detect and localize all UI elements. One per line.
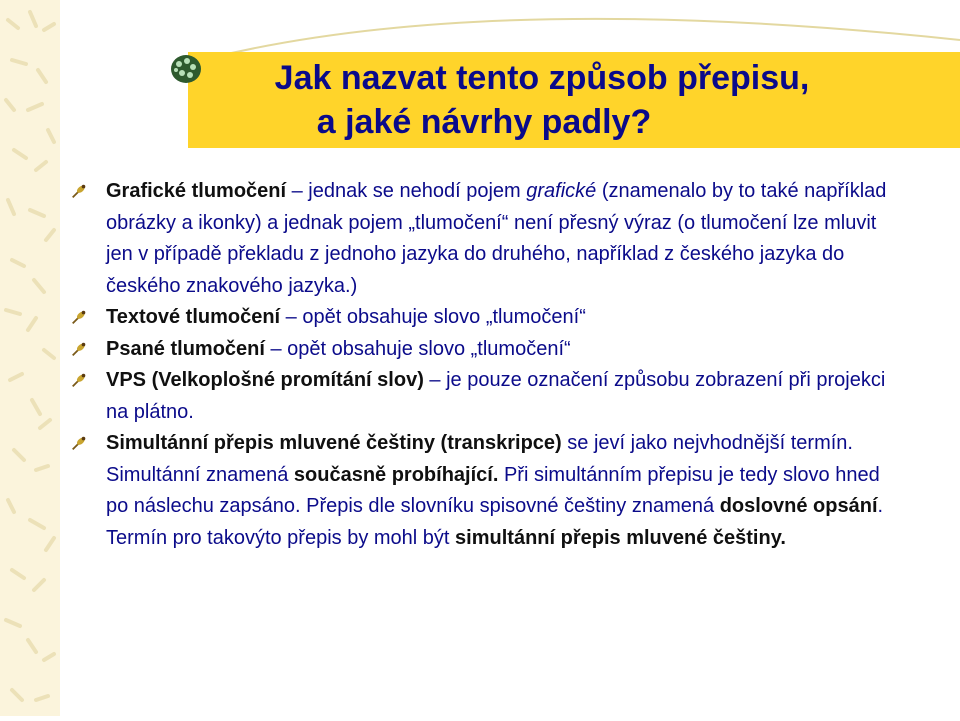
bee-bullet-icon bbox=[70, 183, 88, 201]
item-term: Grafické tlumočení bbox=[106, 180, 287, 202]
item-term-3: doslovné opsání bbox=[719, 495, 878, 517]
item-emphasis: grafické bbox=[526, 180, 597, 202]
list-item bbox=[68, 176, 888, 302]
bee-bullet-icon bbox=[70, 372, 88, 390]
item-text: – jednak se nehodí pojem bbox=[286, 180, 527, 202]
item-text-3: . Termín pro takovýto přepis by mohl být bbox=[106, 495, 884, 549]
decorative-arc bbox=[190, 0, 960, 60]
list-item bbox=[68, 365, 888, 428]
item-term: Psané tlumočení bbox=[106, 337, 265, 360]
item-term-4: simultánní přepis mluvené češtiny. bbox=[455, 526, 786, 549]
bee-bullet-icon bbox=[70, 309, 88, 327]
bullet-list bbox=[68, 176, 888, 554]
list-item bbox=[68, 428, 888, 554]
bee-bullet-icon bbox=[70, 435, 88, 453]
slide-title bbox=[188, 56, 960, 144]
item-text: se jeví jako nejvhodnější termín. Simultánní znamená bbox=[106, 432, 853, 486]
item-text: – opět obsahuje slovo „tlumočení“ bbox=[280, 306, 586, 328]
list-item bbox=[68, 302, 888, 334]
item-text: – opět obsahuje slovo „tlumočení“ bbox=[264, 337, 571, 360]
item-text-2: Při simultánním přepisu je tedy slovo hned po náslechu zapsáno. Přepis dle slovníku spisovné češtiny znamená bbox=[106, 463, 880, 517]
title-line-1: Jak nazvat tento způsob přepisu, bbox=[274, 59, 810, 97]
item-term: Textové tlumočení bbox=[106, 306, 281, 328]
title-line-2: a jaké návrhy padly? bbox=[316, 103, 652, 141]
pattern-svg bbox=[0, 0, 60, 716]
item-term-2: současně probíhající. bbox=[293, 463, 499, 486]
item-text: – je pouze označení způsobu zobrazení při projekci na plátno. bbox=[106, 369, 886, 423]
item-term: VPS (Velkoplošné promítání slov) bbox=[106, 369, 424, 391]
item-text-2: (znamenalo by to také například obrázky a ikonky) a jednak pojem „tlumočení“ není přesný výraz (o tlumočení lze mluvit jen v případě překladu z jednoho jazyka do druhého, například z českého jazyka do českého znakového jazyka.) bbox=[106, 180, 887, 297]
decorative-side-pattern bbox=[0, 0, 60, 716]
bee-bullet-icon bbox=[70, 341, 88, 359]
item-term: Simultánní přepis mluvené češtiny (transkripce) bbox=[106, 432, 562, 454]
list-item bbox=[68, 334, 888, 366]
